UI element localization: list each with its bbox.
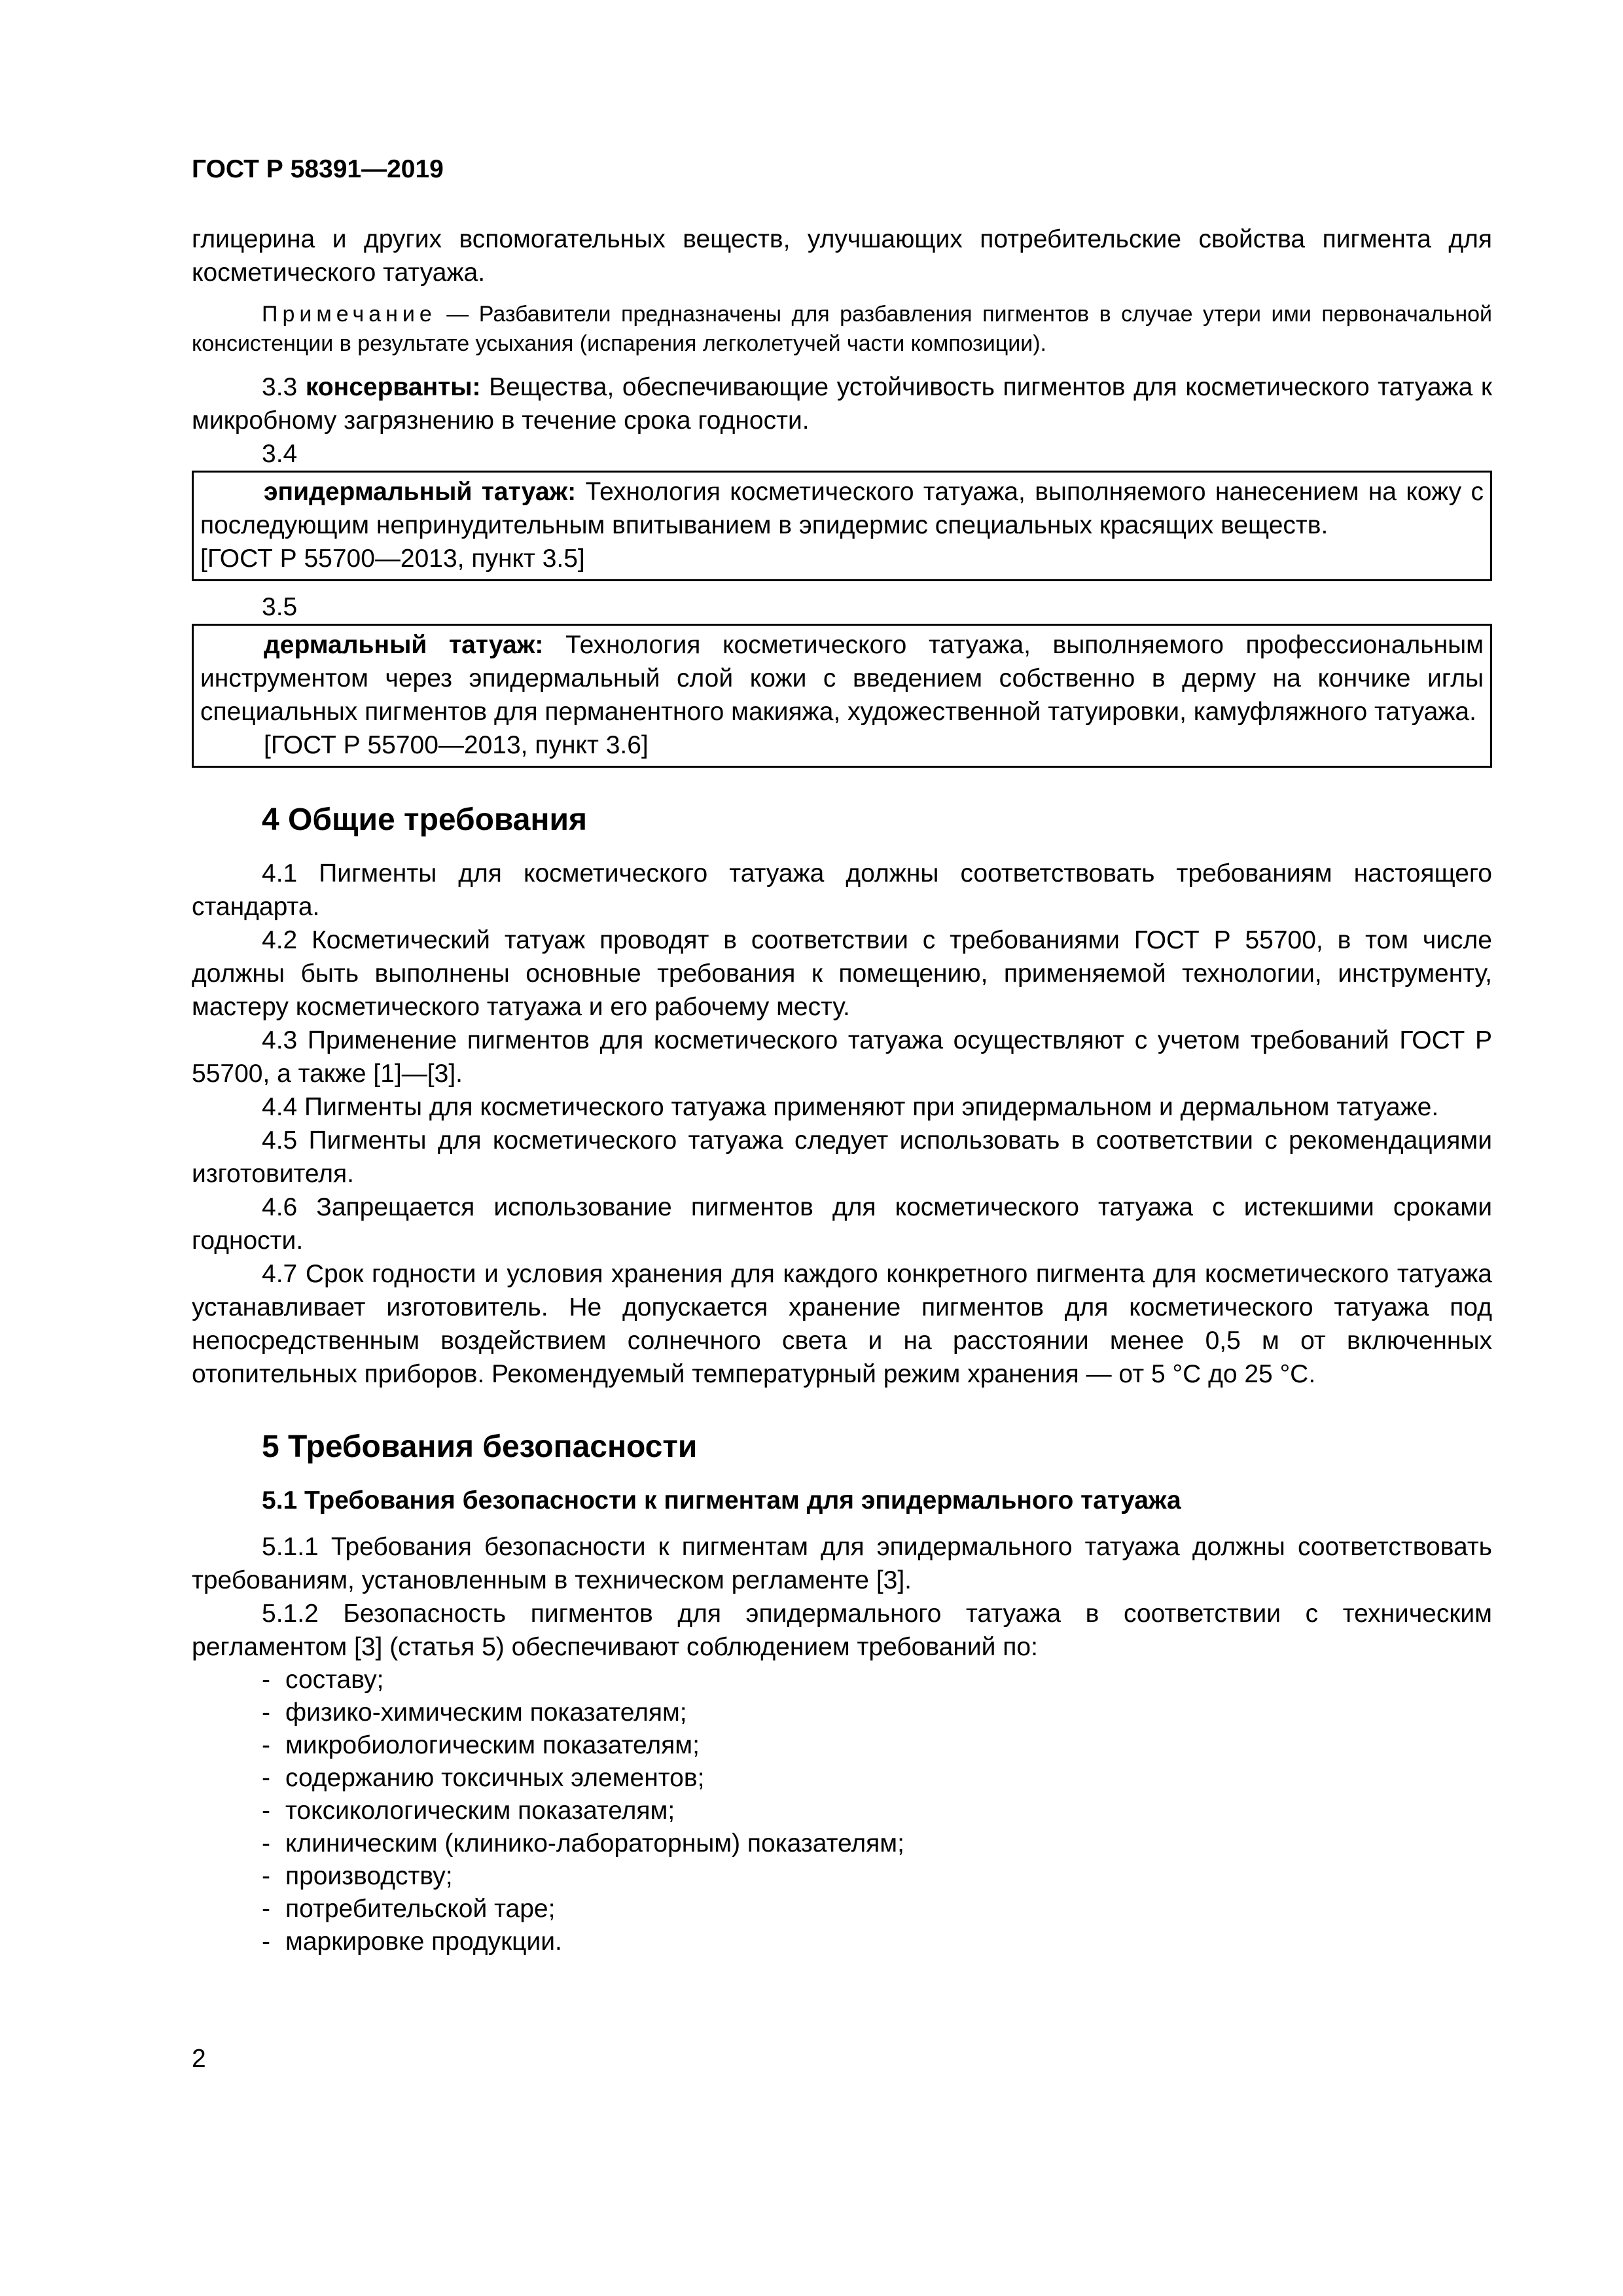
- list-item: - маркировке продукции.: [262, 1928, 562, 1956]
- list-item: - клиническим (клинико-лабораторным) показателям;: [262, 1829, 904, 1857]
- section-5-1-title: 5.1 Требования безопасности к пигментам для эпидермального татуажа: [262, 1486, 1181, 1515]
- list-item: - микробиологическим показателям;: [262, 1731, 700, 1759]
- page-number: 2: [192, 2045, 206, 2073]
- para-4-6: 4.6 Запрещается использование пигментов для косметического татуажа с истекшими сроками годности.: [192, 1193, 1492, 1255]
- term-3-4-num: 3.4: [262, 440, 298, 468]
- term-3-5-text: Технология косметического татуажа, выполняемого профессиональным инструментом через эпидермальный слой кожи с введением собственно в дерму на кончике иглы специальных пигментов для перманентного макияжа, художественной татуировки, камуфляжного татуажа.: [200, 631, 1484, 726]
- term-3-3-text: Вещества, обеспечивающие устойчивость пигментов для косметического татуажа к микробному загрязнению в течение срока годности.: [192, 373, 1492, 435]
- section-5-title: 5 Требования безопасности: [262, 1429, 698, 1464]
- para-4-7: 4.7 Срок годности и условия хранения для каждого конкретного пигмента для косметического татуажа устанавливает изготовитель. Не допускается хранение пигментов для косметического татуажа под непосредственным воздействием солнечного света и на расстоянии менее 0,5 м от включенных отопительных приборов. Рекомендуемый температурный режим хранения — от 5 °С до 25 °С.: [192, 1260, 1492, 1388]
- term-3-5-num: 3.5: [262, 593, 298, 621]
- list-item: - содержанию токсичных элементов;: [262, 1764, 705, 1792]
- note-label: Примечание: [262, 302, 437, 327]
- term-3-5-term: дермальный татуаж:: [264, 631, 544, 659]
- page-body: [192, 223, 1492, 1958]
- para-4-1: 4.1 Пигменты для косметического татуажа должны соответствовать требованиям настоящего стандарта.: [192, 859, 1492, 921]
- para-4-5: 4.5 Пигменты для косметического татуажа следует использовать в соответствии с рекомендациями изготовителя.: [192, 1126, 1492, 1188]
- list-item: - потребительской таре;: [262, 1895, 556, 1923]
- list-item: - составу;: [262, 1666, 384, 1694]
- list-item: - токсикологическим показателям;: [262, 1797, 675, 1825]
- list-item: - производству;: [262, 1862, 453, 1890]
- note: [192, 300, 1492, 359]
- para-4-4: 4.4 Пигменты для косметического татуажа применяют при эпидермальном и дермальном татуаже.: [262, 1093, 1439, 1121]
- para-5-1-1: 5.1.1 Требования безопасности к пигментам для эпидермального татуажа должны соответствовать требованиям, установленным в техническом регламенте [3].: [192, 1533, 1492, 1594]
- term-3-3: [192, 370, 1492, 437]
- term-3-4-text: Технология косметического татуажа, выполняемого нанесением на кожу с последующим непринудительным впитыванием в эпидермис специальных красящих веществ.: [200, 478, 1484, 539]
- term-3-4-source: [ГОСТ Р 55700—2013, пункт 3.5]: [200, 545, 585, 573]
- section-4-title: 4 Общие требования: [262, 802, 587, 837]
- term-3-4-definition: [200, 475, 1484, 542]
- para-4-3: 4.3 Применение пигментов для косметического татуажа осуществляют с учетом требований ГОСТ Р 55700, а также [1]—[3].: [192, 1026, 1492, 1088]
- term-3-5-source: [ГОСТ Р 55700—2013, пункт 3.6]: [264, 731, 649, 759]
- term-3-4-box: [192, 471, 1492, 581]
- term-3-3-num: 3.3: [262, 373, 298, 401]
- term-3-4-term: эпидермальный татуаж:: [264, 478, 577, 506]
- document-header: ГОСТ Р 58391—2019: [192, 155, 444, 183]
- para-4-2: 4.2 Косметический татуаж проводят в соответствии с требованиями ГОСТ Р 55700, в том числе должны быть выполнены основные требования к помещению, применяемой технологии, инструменту, мастеру косметического татуажа и его рабочему месту.: [192, 926, 1492, 1021]
- requirements-list: [192, 1664, 1492, 1958]
- intro-paragraph: глицерина и других вспомогательных веществ, улучшающих потребительские свойства пигмента для косметического татуажа.: [192, 225, 1492, 287]
- term-3-5-definition: [200, 628, 1484, 728]
- note-text: — Разбавители предназначены для разбавления пигментов в случае утери ими первоначальной консистенции в результате усыхания (испарения легколетучей части композиции).: [192, 302, 1492, 356]
- term-3-3-term: консерванты:: [305, 373, 481, 401]
- para-5-1-2: 5.1.2 Безопасность пигментов для эпидермального татуажа в соответствии с техническим регламентом [3] (статья 5) обеспечивают соблюдением требований по:: [192, 1600, 1492, 1661]
- list-item: - физико-химическим показателям;: [262, 1698, 687, 1727]
- term-3-5-box: [192, 624, 1492, 768]
